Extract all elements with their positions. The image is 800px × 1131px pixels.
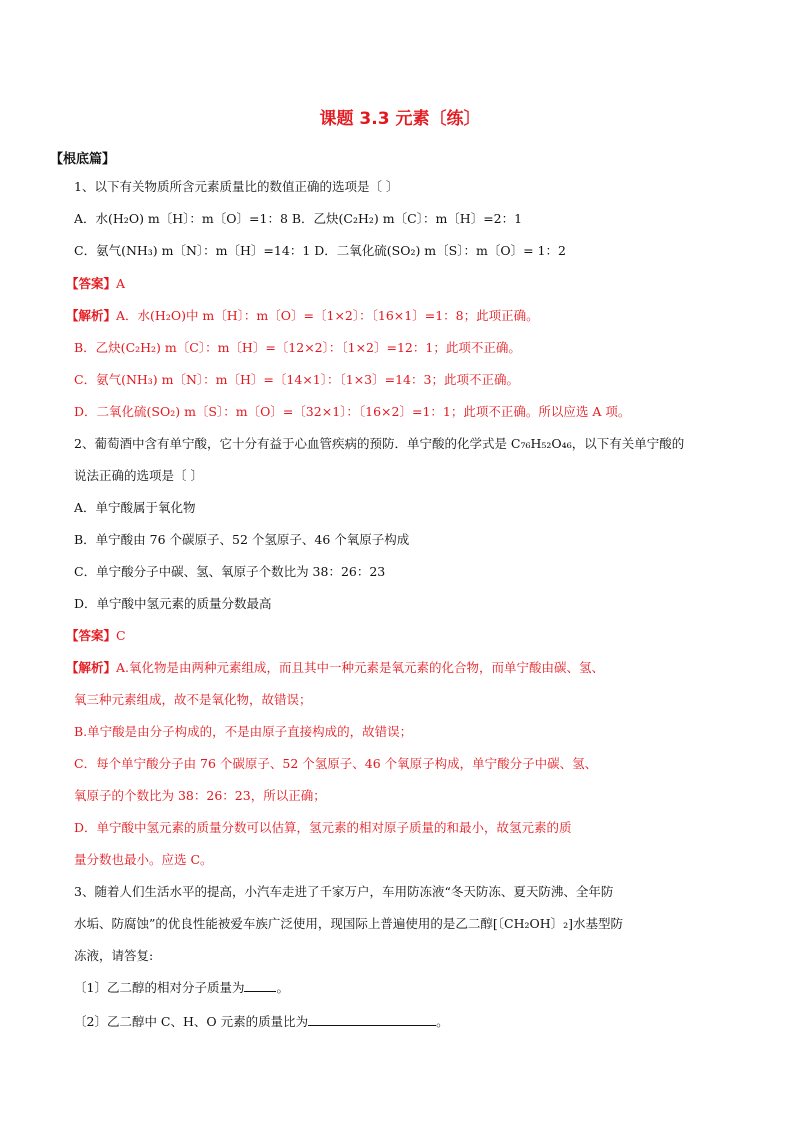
q3-stem-line2: 水垢、防腐蚀”的优良性能被爱车族广泛使用，现国际上普遍使用的是乙二醇[〔CH₂OH〕₂]水基型防 [74,916,624,931]
answer-tag: 【答案】 [66,628,117,643]
q2-answer [66,627,126,645]
page-title: 课题 3.3 元素〔练〕 [319,109,481,129]
q1-explanation-b: B．乙炔(C₂H₂) m〔C〕：m〔H〕=〔12×2〕：〔1×2〕=12：1；此项不正确。 [74,340,521,355]
q2-option-c: C．单宁酸分子中碳、氢、氧原子个数比为 38：26：23 [74,564,386,579]
q2-explanation-d2: 量分数也最小。应选 C。 [74,852,213,867]
q1-options-ab: A．水(H₂O) m〔H〕：m〔O〕=1：8 B．乙炔(C₂H₂) m〔C〕：m〔H〕=2：1 [74,211,523,226]
answer-value: A [116,276,126,291]
q2-explanation-c1: C．每个单宁酸分子由 76 个碳原子、52 个氢原子、46 个氧原子构成，单宁酸分子中碳、氢、 [74,756,598,771]
explanation-text: A．水(H₂O)中 m〔H〕：m〔O〕=〔1×2〕：〔16×1〕=1：8；此项正确。 [116,308,539,323]
explanation-tag: 【解析】 [66,308,117,323]
q2-option-a: A．单宁酸属于氧化物 [74,500,196,515]
q1-options-cd: C．氨气(NH₃) m〔N〕：m〔H〕=14：1 D．二氧化硫(SO₂) m〔S〕：m〔O〕= 1：2 [74,243,566,258]
q2-explanation-c2: 氧原子的个数比为 38：26：23，所以正确； [74,788,326,803]
q1-answer [66,275,125,293]
q2-explanation-d1: D．单宁酸中氢元素的质量分数可以估算，氢元素的相对原子质量的和最小，故氢元素的质 [74,820,572,835]
q1-explanation-c: C．氨气(NH₃) m〔N〕：m〔H〕=〔14×1〕：〔1×3〕=14：3；此项不正确。 [74,372,519,387]
q2-option-b: B．单宁酸由 76 个碳原子、52 个氢原子、46 个氧原子构成 [74,532,410,547]
q2-explanation-a2: 氧三种元素组成，故不是氧化物，故错误； [74,692,312,707]
explanation-tag: 【解析】 [66,660,117,675]
q2-explanation-b: B.单宁酸是由分子构成的，不是由原子直接构成的，故错误； [74,724,413,739]
q2-stem-line1: 2、葡萄酒中含有单宁酸，它十分有益于心血管疾病的预防．单宁酸的化学式是 C₇₆H₅₂O₄₆，以下有关单宁酸的 [74,436,685,451]
q3-stem-line1: 3、随着人们生活水平的提高，小汽车走进了千家万户，车用防冻液“冬天防冻、夏天防沸、全年防 [74,884,614,899]
q1-explanation-a [66,307,539,325]
q2-explanation-a1 [66,659,604,677]
q3-subquestion-1 [74,979,289,997]
q3-stem-line3: 冻液，请答复: [74,948,154,963]
answer-value: C [116,628,126,643]
q3-subquestion-2 [74,1013,449,1031]
q1-explanation-d: D．二氧化硫(SO₂) m〔S〕：m〔O〕=〔32×1〕：〔16×2〕=1：1；此项不正确。所以应选 A 项。 [74,404,631,419]
explanation-text: A.氧化物是由两种元素组成，而且其中一种元素是氧元素的化合物，而单宁酸由碳、氢、 [116,660,605,675]
subquestion-end: 。 [436,1014,449,1029]
subquestion-end: 。 [276,980,289,995]
subquestion-text: 〔1〕乙二醇的相对分子质量为 [74,980,245,995]
q2-option-d: D．单宁酸中氢元素的质量分数最高 [74,596,272,611]
subquestion-text: 〔2〕乙二醇中 C、H、O 元素的质量比为 [74,1014,309,1029]
section-label: 【根底篇】 [50,152,116,167]
answer-tag: 【答案】 [66,276,117,291]
q1-stem: 1、以下有关物质所含元素质量比的数值正确的选项是〔 〕 [74,179,399,194]
answer-blank[interactable] [308,1013,436,1026]
q2-stem-line2: 说法正确的选项是〔 〕 [74,468,203,483]
answer-blank[interactable] [244,979,276,992]
